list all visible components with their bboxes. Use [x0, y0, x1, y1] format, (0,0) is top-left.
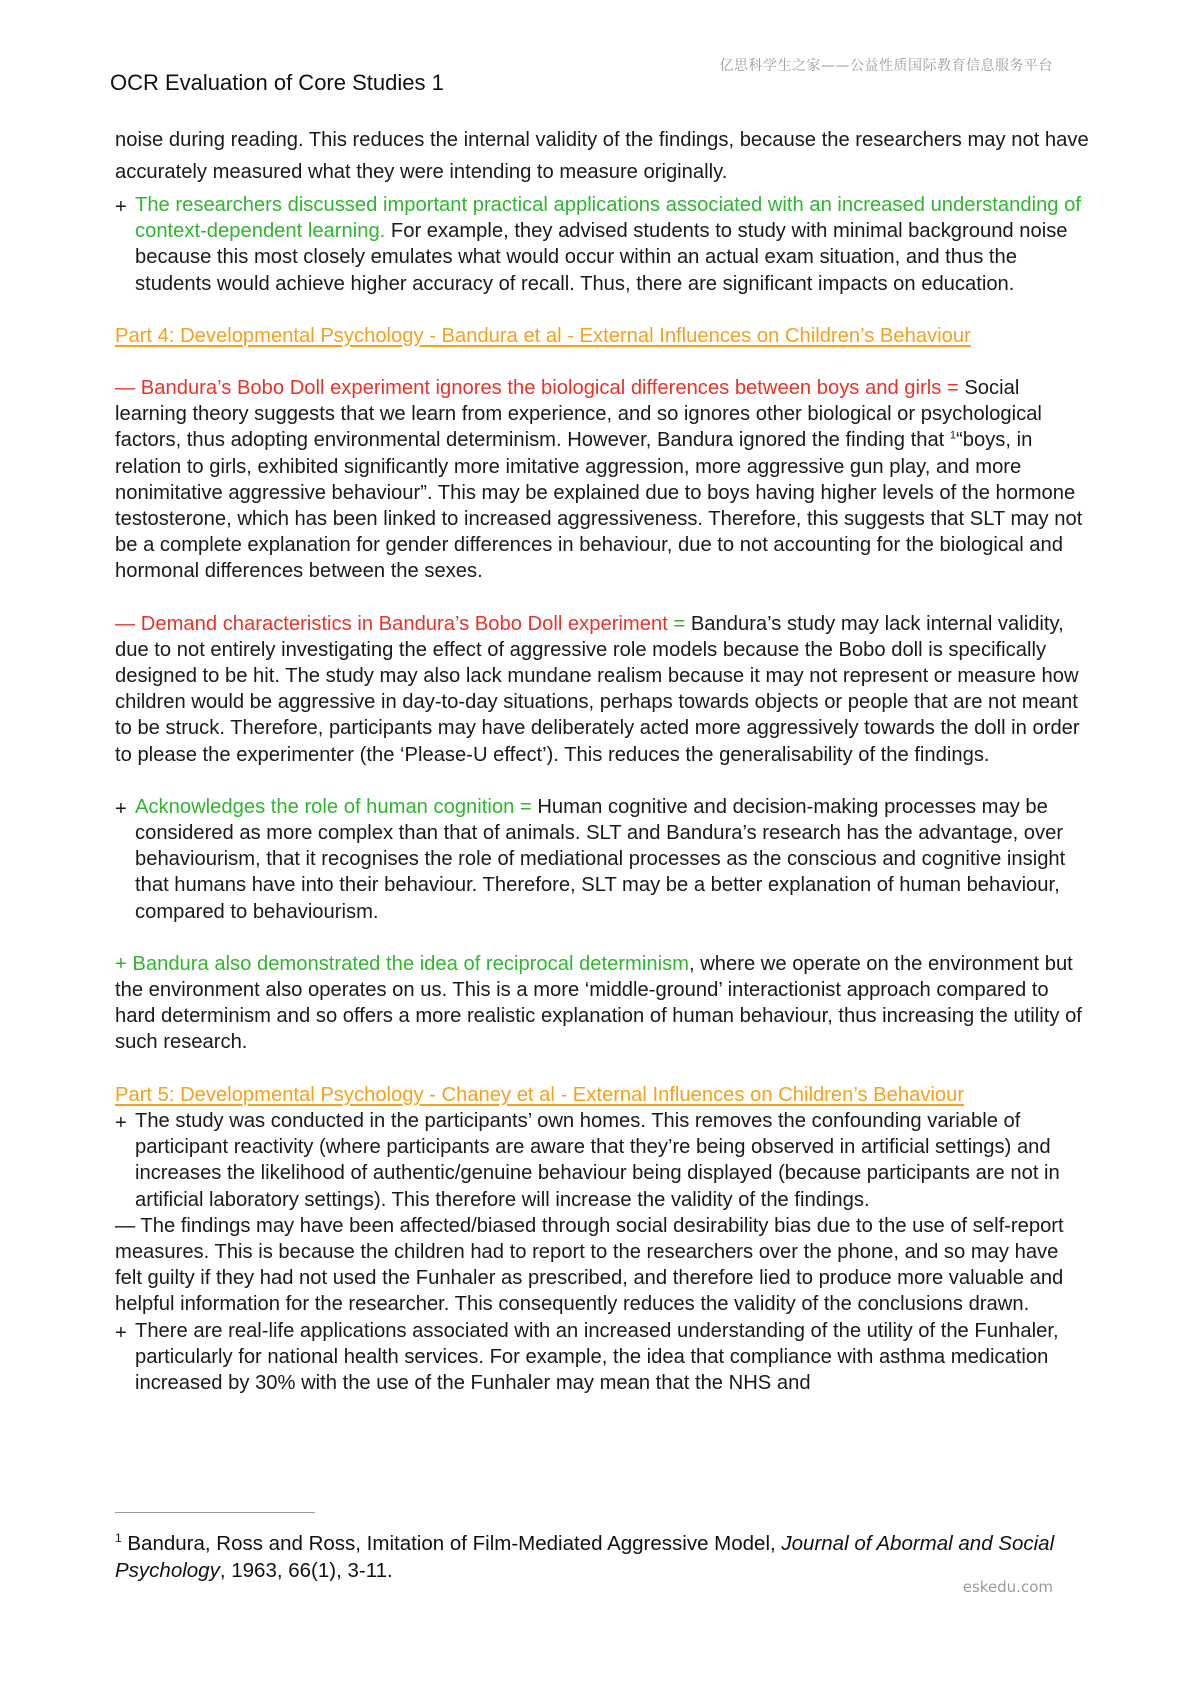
footnote-text-a: Bandura, Ross and Ross, Imitation of Film-Mediated Aggressive Model, [121, 1532, 782, 1555]
intro-paragraph: noise during reading. This reduces the internal validity of the findings, because the researchers may not have accurately measured what they were intending to measure originally. [115, 129, 1089, 183]
practical-applications-lead: The researchers discussed important practical applications associated with an increased understanding of context-dependent learning. [135, 194, 1081, 243]
footnote-number: 1 [115, 1531, 122, 1546]
part4-p3-body: Human cognitive and decision-making processes may be considered as more complex than that of animals. SLT and Bandura’s research has the advantage, over behaviourism, that it recognises the role of mediational processes as the conscious and cognitive insight that humans have into their behaviour. Therefore, SLT may be a better explanation of human behaviour, compared to behaviourism. [135, 795, 1066, 923]
footnote-journal: Journal of Abormal and Social Psychology [115, 1532, 1055, 1582]
part4-paragraph-cognition [115, 794, 1090, 925]
footnote-ref[interactable]: 1 [949, 429, 957, 442]
practical-applications-body: For example, they advised students to study with minimal background noise because this most closely emulates what would occur within an actual exam situation, and thus the students would achieve higher accuracy of recall. Thus, there are significant impacts on education. [135, 220, 1068, 295]
plus-bullet-icon: + [115, 1111, 127, 1134]
part5-bullet-homes [115, 1108, 1090, 1213]
part4-paragraph-reciprocal [115, 951, 1090, 1056]
plus-bullet-icon: + [115, 1321, 127, 1344]
part5-b3-body: There are real-life applications associated with an increased understanding of the utility of the Funhaler, particularly for national health services. For example, the idea that compliance with asthma medication increased by 30% with the use of the Funhaler may mean that the NHS and [135, 1319, 1059, 1394]
plus-bullet-icon: + [115, 797, 127, 820]
part4-p1-lead: — Bandura’s Bobo Doll experiment ignores the biological differences between boys and girls = [115, 377, 965, 400]
part5-b2-body: — The findings may have been affected/biased through social desirability bias due to the use of self-report measures. This is because the children had to report to the researchers over the phone, and so may have felt guilty if they had not used the Funhaler as prescribed, and therefore lied to produce more valuable and helpful information for the researcher. This consequently reduces the validity of the conclusions drawn. [115, 1214, 1064, 1316]
footnote-text-b: , 1963, 66(1), 3-11. [219, 1559, 393, 1582]
part4-p1-body-a: Social learning theory suggests that we learn from experience, and so ignores other biological or psychological factors, thus adopting environmental determinism. However, Bandura ignored the finding that [115, 377, 1042, 452]
part4-p3-lead: Acknowledges the role of human cognition = [135, 795, 538, 818]
part5-bullet-desirability [115, 1213, 1090, 1318]
part4-p2-body: Bandura’s study may lack internal validity, due to not entirely investigating the effect of aggressive role models because the Bobo doll is specifically designed to be hit. The study may also lack mundane realism because it may not represent or measure how children would be aggressive in day-to-day situations, perhaps towards objects or people that are not meant to be struck. Therefore, participants may have deliberately acted more aggressively towards the doll in order to please the experimenter (the ‘Please-U effect’). This reduces the generalisability of the findings. [115, 612, 1080, 766]
part4-p2-eq: = [667, 612, 691, 635]
part4-p2-lead: — Demand characteristics in Bandura’s Bobo Doll experiment [115, 612, 668, 635]
part4-p4-lead: + Bandura also demonstrated the idea of reciprocal determinism [115, 952, 689, 975]
footnote [115, 1530, 1090, 1584]
watermark-bottom: eskedu.com [962, 1578, 1053, 1596]
part4-heading[interactable]: Part 4: Developmental Psychology - Bandura et al - External Influences on Children’s Behaviour [115, 324, 971, 347]
part5-bullet-applications [115, 1318, 1090, 1397]
part5-b1-body: The study was conducted in the participants’ own homes. This removes the confounding variable of participant reactivity (where participants are aware that they’re being observed in artificial settings) and increases the likelihood of authentic/genuine behaviour being displayed (because participants are not in artificial laboratory settings). This therefore will increase the validity of the findings. [135, 1109, 1060, 1211]
part5-heading[interactable]: Part 5: Developmental Psychology - Chaney et al - External Influences on Children’s Behaviour [115, 1083, 965, 1106]
part4-p4-body: , where we operate on the environment but the environment also operates on us. This is a more ‘middle-ground’ interactionist approach compared to hard determinism and so offers a more realistic explanation of human behaviour, thus increasing the utility of such research. [115, 952, 1082, 1054]
page-header-title: OCR Evaluation of Core Studies 1 [110, 70, 444, 95]
watermark-top: 亿思科学生之家——公益性质国际教育信息服务平台 [719, 58, 1053, 74]
part4-paragraph-demand [115, 611, 1090, 768]
part4-paragraph-biological [115, 375, 1090, 585]
footnote-divider [115, 1512, 315, 1513]
plus-bullet-icon: + [115, 196, 127, 218]
document-body [115, 124, 1090, 1396]
part4-p1-body-b: “boys, in relation to girls, exhibited significantly more imitative aggression, more aggressive gun play, and more nonimitative aggressive behaviour”. This may be explained due to boys having higher levels of the hormone testosterone, which has been linked to increased aggressiveness. Therefore, this suggests that SLT may not be a complete explanation for gender differences in behaviour, due to not accounting for the biological and hormonal differences between the sexes. [115, 429, 1083, 583]
practical-applications-bullet [115, 192, 1090, 297]
